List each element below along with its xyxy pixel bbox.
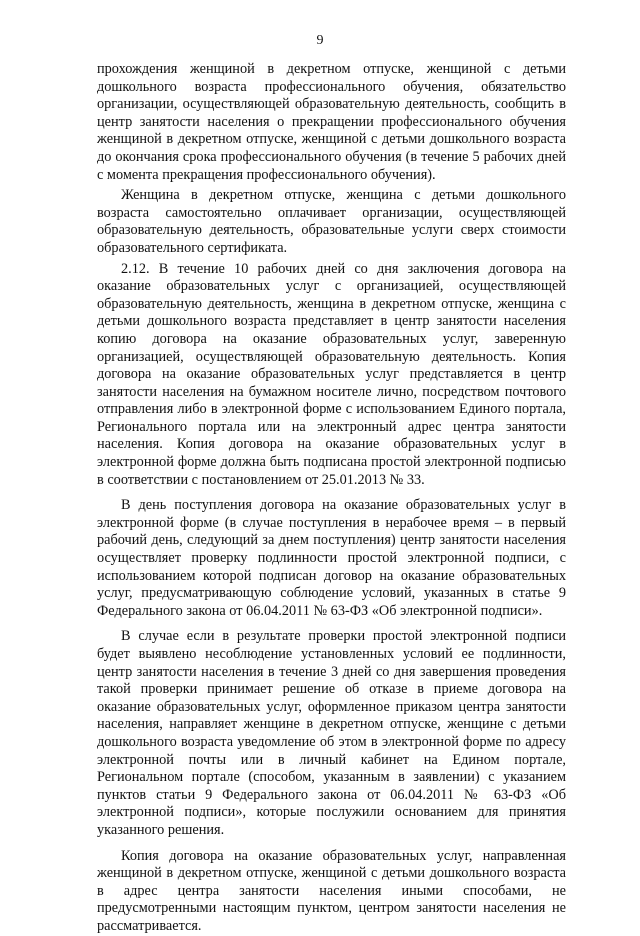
paragraph-continuation: прохождения женщиной в декретном отпуске, женщиной с детьми дошкольного возраста профессионального обучения, обязательство организации, осуществляющей образовательную деятельность, сообщить в центр занятости населения о прекращении профессионального обучения женщиной в декретном отпуске, женщиной с детьми дошкольного возраста до окончания срока профессионального обучения (в течение 5 рабочих дней с момента прекращения профессионального обучения). bbox=[97, 61, 566, 183]
page-number: 9 bbox=[316, 33, 324, 48]
paragraph-2-12: 2.12. В течение 10 рабочих дней со дня заключения договора на оказание образовательных услуг с организацией, осуществляющей образовательную деятельность, женщина в декретном отпуске, женщина с детьми дошкольного возраста представляет в центр занятости населения копию договора на оказание образовательных услуг, заверенную организацией, осуществляющей образовательную деятельность. Копия договора на оказание образовательных услуг представляется в центр занятости населения на бумажном носителе лично, посредством почтового отправления либо в электронной форме с использованием Единого портала, Регионального портала или на электронный адрес центра занятости населения. Копия договора на оказание образовательных услуг в электронной форме должна быть подписана простой электронной подписью в соответствии с постановлением от 25.01.2013 № 33. bbox=[97, 260, 566, 488]
paragraph-refusal: В случае если в результате проверки простой электронной подписи будет выявлено несоблюдение установленных условий ее подлинности, центр занятости населения в течение 3 дней со дня завершения проведения такой проверки принимает решение об отказе в приеме договора на оказание образовательных услуг, оформленное приказом центра занятости населения, направляет женщине в декретном отпуске, женщине с детьми дошкольного возраста уведомление об этом в электронной форме по адресу электронной почты или в личный кабинет на Едином портале, Региональном портале (способом, указанным в заявлении) с указанием пунктов статьи 9 Федерального закона от 06.04.2011 № 63-ФЗ «Об электронной подписи», которые послужили основанием для принятия указанного решения. bbox=[97, 628, 566, 838]
paragraph-payment: Женщина в декретном отпуске, женщина с детьми дошкольного возраста самостоятельно оплачивает организации, осуществляющей образовательную деятельность, образовательные услуги сверх стоимости образовательного сертификата. bbox=[97, 187, 566, 256]
paragraph-other-methods: Копия договора на оказание образовательных услуг, направленная женщиной в декретном отпуске, женщиной с детьми дошкольного возраста в адрес центра занятости населения иными способами, не предусмотренными настоящим пунктом, центром занятости населения не рассматривается. bbox=[97, 847, 566, 934]
document-body bbox=[97, 61, 566, 936]
paragraph-verification: В день поступления договора на оказание образовательных услуг в электронной форме (в случае поступления в нерабочее время – в первый рабочий день, следующий за днем поступления) центр занятости населения осуществляет проверку подлинности простой электронной подписи, с использованием которой подписан договор на оказание образовательных услуг, предусматривающую соблюдение условий, указанных в статье 9 Федерального закона от 06.04.2011 № 63-ФЗ «Об электронной подписи». bbox=[97, 497, 566, 619]
